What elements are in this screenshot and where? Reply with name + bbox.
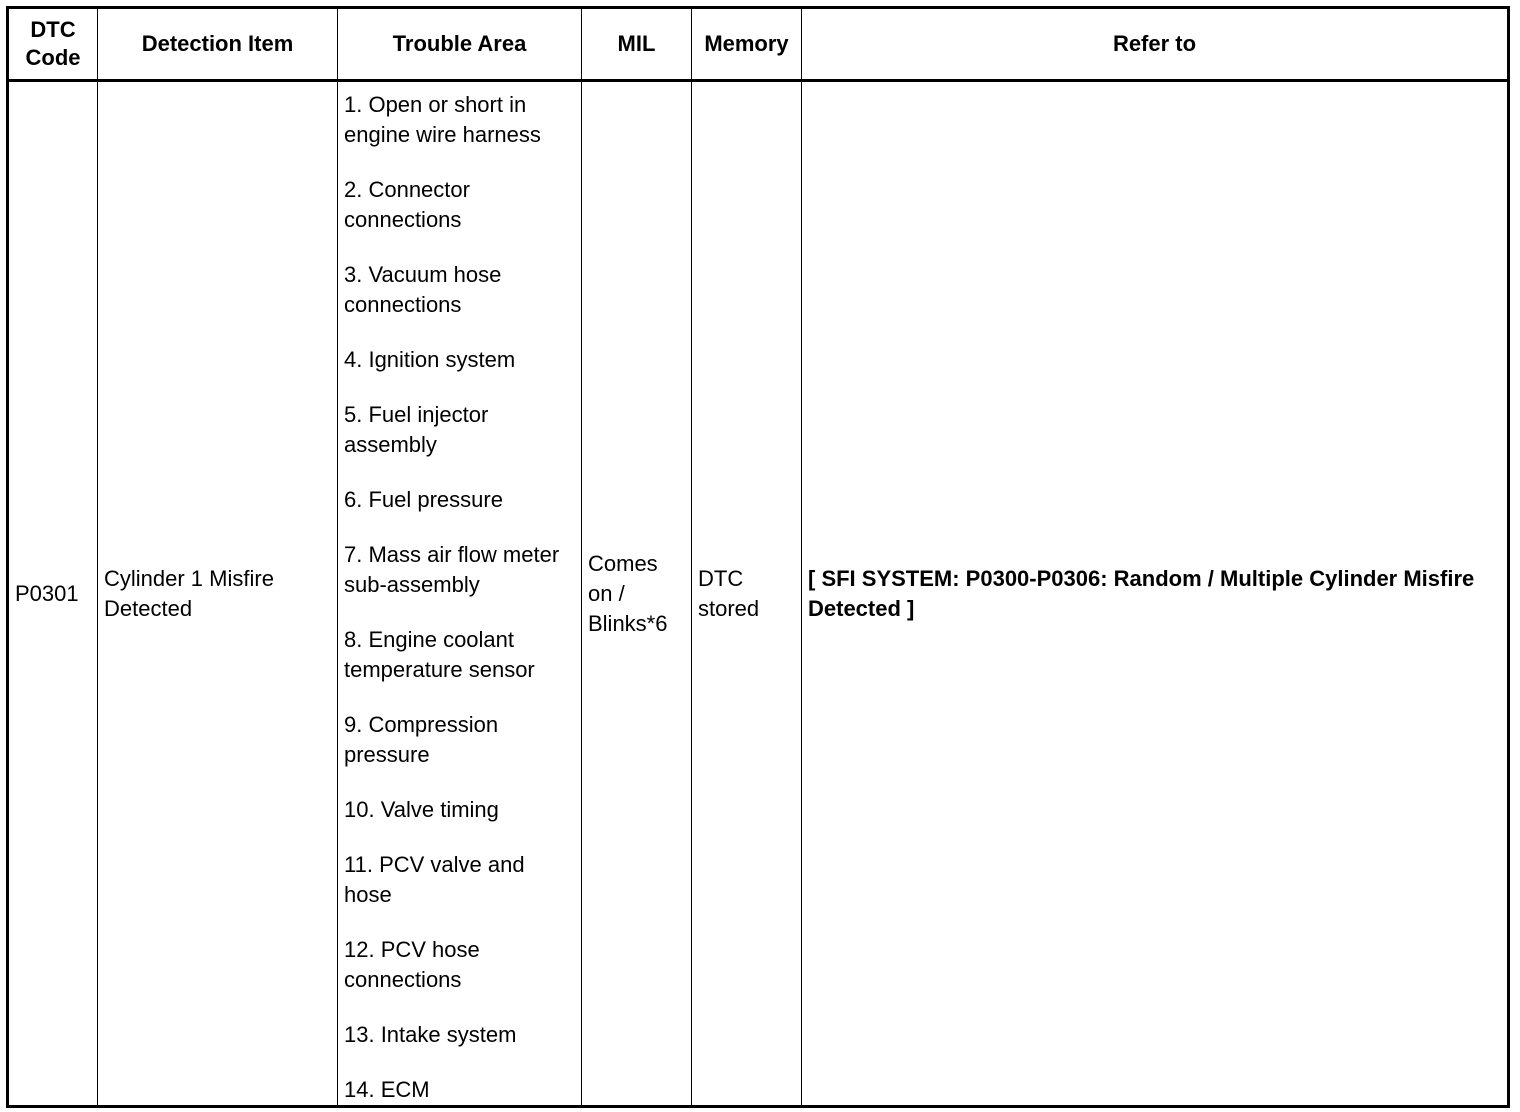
list-item: 5. Fuel injector assembly xyxy=(344,402,489,457)
list-item: 4. Ignition system xyxy=(344,347,516,372)
cell-mil: Comes on / Blinks*6 xyxy=(582,81,692,1107)
refer-to-link[interactable]: [ SFI SYSTEM: P0300-P0306: Random / Multiple Cylinder Misfire Detected ] xyxy=(802,81,1509,1107)
list-item: 8. Engine coolant temperature sensor xyxy=(344,627,535,682)
list-item: 1. Open or short in engine wire harness xyxy=(344,92,541,147)
trouble-area-list xyxy=(344,90,575,1105)
list-item: 13. Intake system xyxy=(344,1022,517,1047)
list-item: 14. ECM xyxy=(344,1077,430,1102)
list-item: 7. Mass air flow meter sub-assembly xyxy=(344,542,560,597)
cell-detection-item: Cylinder 1 Misfire Detected xyxy=(98,81,338,1107)
cell-dtc-code: P0301 xyxy=(8,81,98,1107)
list-item: 3. Vacuum hose connections xyxy=(344,262,502,317)
list-item: 10. Valve timing xyxy=(344,797,499,822)
list-item: 12. PCV hose connections xyxy=(344,937,480,992)
header-trouble-area: Trouble Area xyxy=(338,8,582,81)
list-item: 2. Connector connections xyxy=(344,177,470,232)
dtc-table xyxy=(6,6,1510,1108)
header-refer-to: Refer to xyxy=(802,8,1509,81)
header-memory: Memory xyxy=(692,8,802,81)
list-item: 11. PCV valve and hose xyxy=(344,852,525,907)
list-item: 9. Compression pressure xyxy=(344,712,499,767)
header-dtc-code: DTC Code xyxy=(8,8,98,81)
cell-trouble-area xyxy=(338,81,582,1107)
header-mil: MIL xyxy=(582,8,692,81)
cell-memory: DTC stored xyxy=(692,81,802,1107)
table-row xyxy=(8,81,1509,1107)
list-item: 6. Fuel pressure xyxy=(344,487,503,512)
header-detection-item: Detection Item xyxy=(98,8,338,81)
header-row xyxy=(8,8,1509,81)
